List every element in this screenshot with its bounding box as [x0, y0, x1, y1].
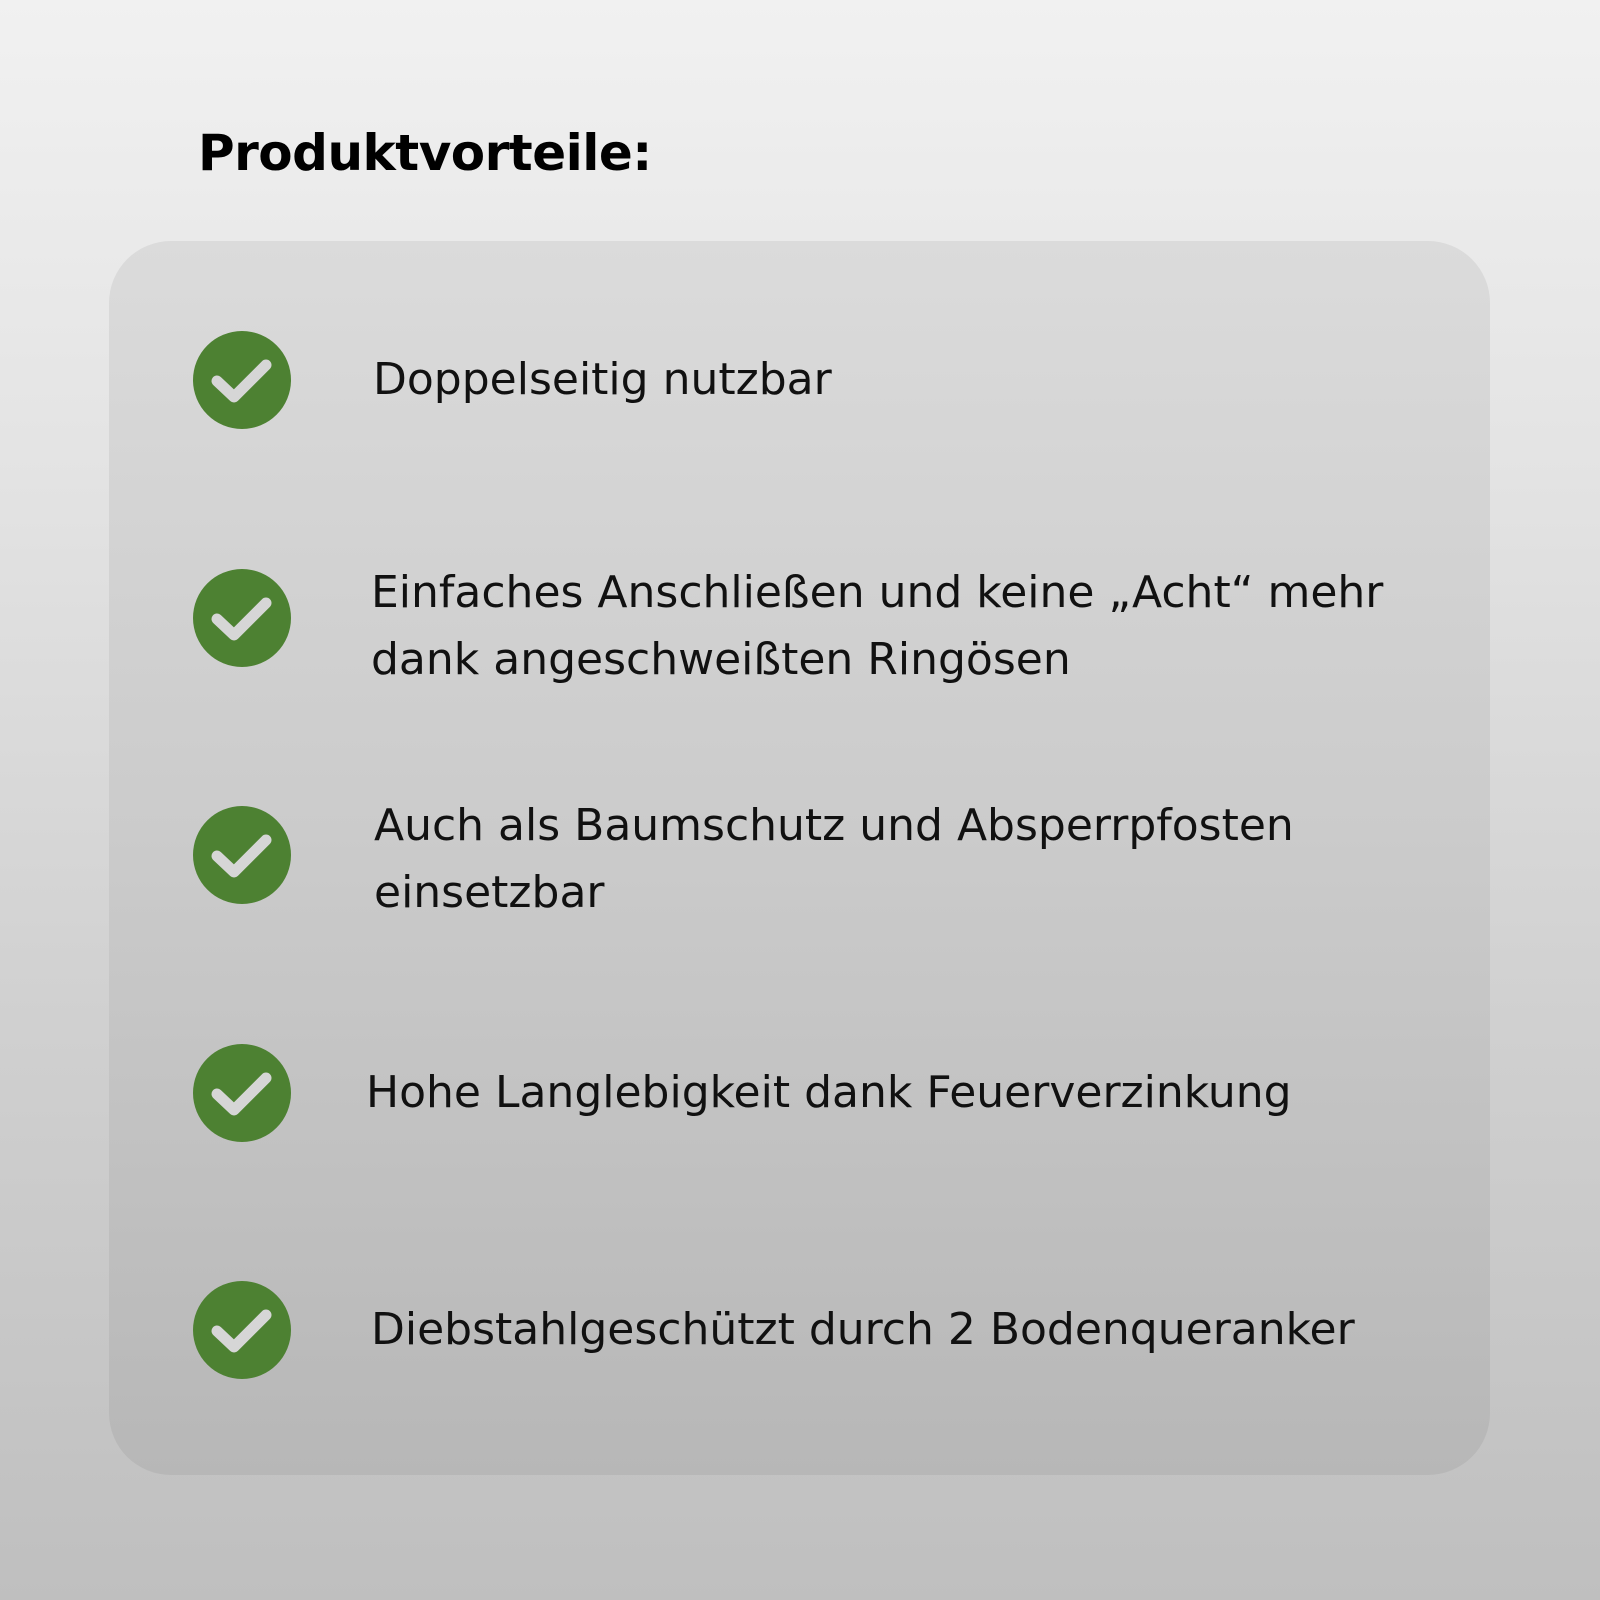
check-circle-icon [193, 569, 291, 667]
check-circle-icon [193, 331, 291, 429]
check-circle-icon [193, 1281, 291, 1379]
advantage-line: Auch als Baumschutz und Absperrpfosten [374, 800, 1294, 851]
advantage-line: Diebstahlgeschützt durch 2 Bodenqueranker [371, 1304, 1355, 1355]
advantage-line: einsetzbar [374, 867, 605, 918]
advantage-line: dank angeschweißten Ringösen [371, 634, 1071, 685]
check-circle-icon [193, 1044, 291, 1142]
advantage-text [371, 559, 1383, 693]
check-circle-icon [193, 806, 291, 904]
advantage-text [374, 792, 1294, 926]
advantages-panel [109, 241, 1490, 1475]
advantage-text [373, 346, 832, 413]
advantage-line: Einfaches Anschließen und keine „Acht“ mehr [371, 567, 1384, 618]
advantage-line: Doppelseitig nutzbar [373, 354, 832, 405]
page-title: Produktvorteile: [198, 124, 652, 182]
advantage-text [371, 1296, 1355, 1363]
advantage-text [366, 1059, 1292, 1126]
advantage-line: Hohe Langlebigkeit dank Feuerverzinkung [366, 1067, 1292, 1118]
